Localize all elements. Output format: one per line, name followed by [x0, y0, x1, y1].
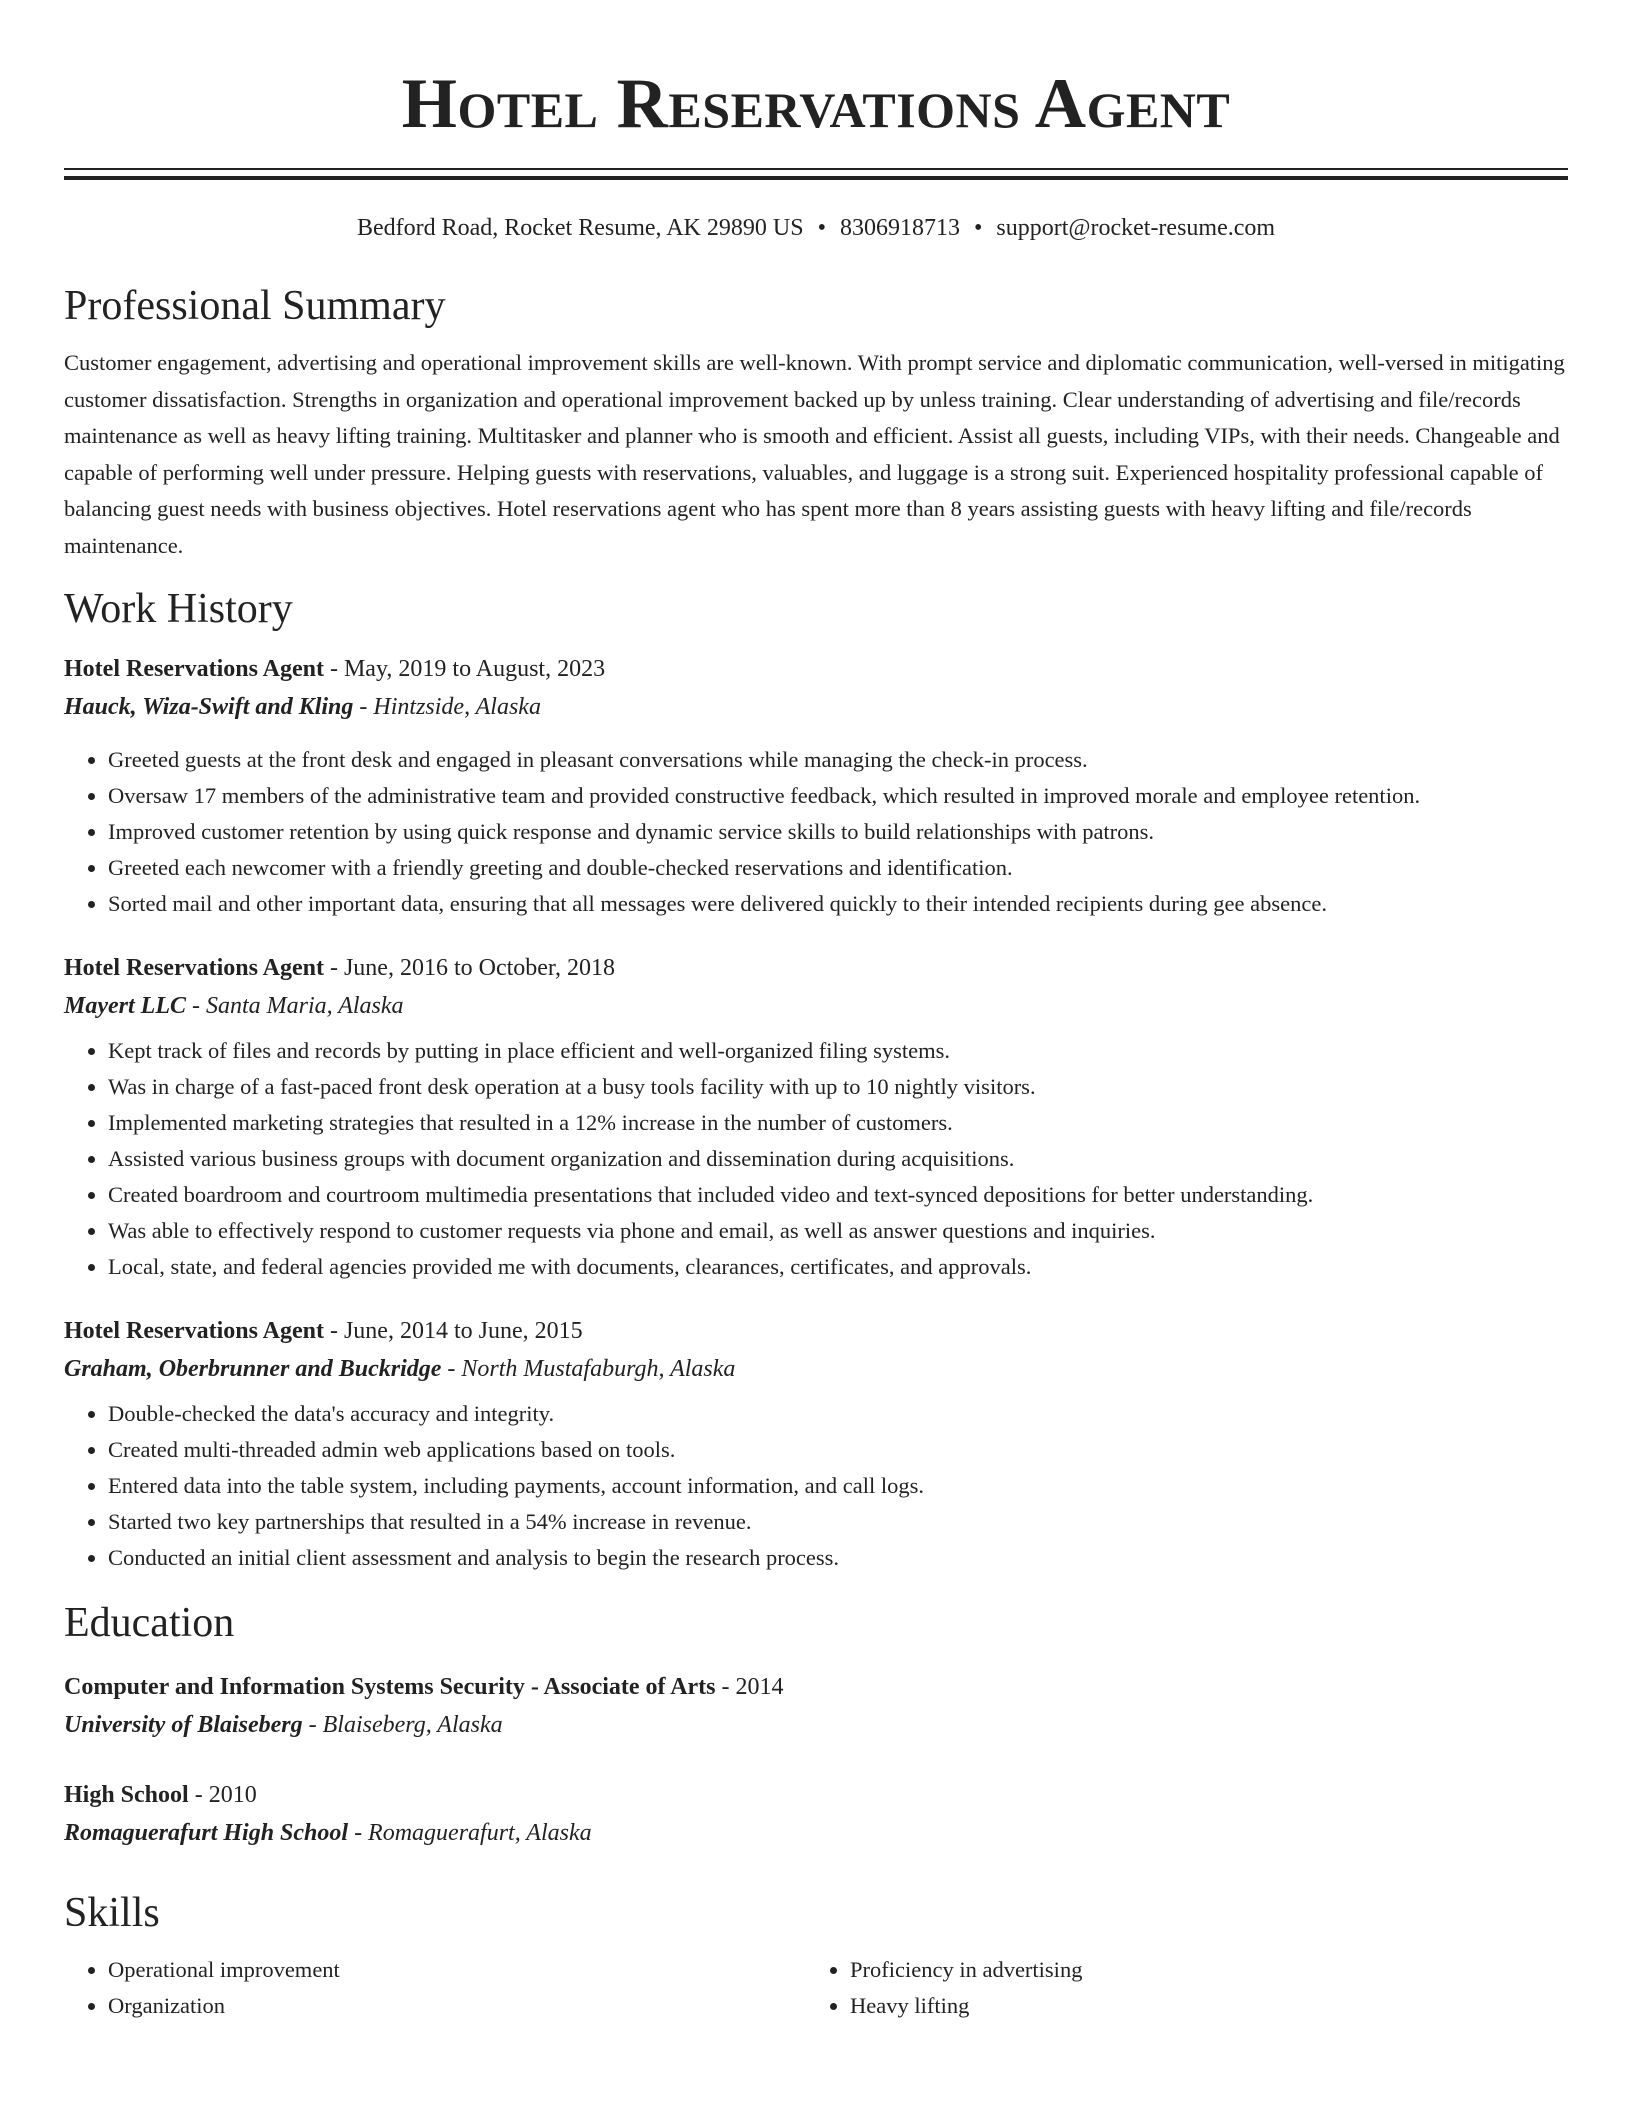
- education-entry: [64, 1672, 1568, 1740]
- education-year: - 2014: [715, 1674, 784, 1700]
- job-bullet: • Greeted guests at the front desk and engaged in pleasant conversations while managing the check-in process.: [108, 742, 1568, 778]
- job-bullets: [64, 742, 1568, 922]
- skills-heading: Skills: [64, 1890, 160, 1936]
- job-location: - Hintzside, Alaska: [353, 694, 541, 720]
- job-bullet: • Oversaw 17 members of the administrative team and provided constructive feedback, which resulted in improved morale and employee retention.: [108, 778, 1568, 814]
- job-bullet: • Double-checked the data's accuracy and integrity.: [108, 1396, 1568, 1432]
- skills-grid: [64, 1952, 1568, 2024]
- education-location: - Romaguerafurt, Alaska: [348, 1820, 592, 1846]
- job-company: Mayert LLC: [64, 993, 186, 1019]
- skill-item: • Proficiency in advertising: [850, 1952, 1548, 1988]
- job-entry: [64, 654, 1568, 922]
- skills-column-right: [806, 1952, 1548, 2024]
- skill-item: • Organization: [108, 1988, 806, 2024]
- contact-separator: •: [817, 215, 826, 241]
- job-location: - Santa Maria, Alaska: [185, 993, 404, 1019]
- contact-email: support@rocket-resume.com: [996, 215, 1276, 241]
- summary-heading: Professional Summary: [64, 283, 446, 329]
- education-degree-line: [64, 1780, 1568, 1810]
- skills-column-left: [64, 1952, 806, 2024]
- job-company-line: [64, 692, 1568, 722]
- job-bullet: • Implemented marketing strategies that resulted in a 12% increase in the number of customers.: [108, 1105, 1568, 1141]
- job-bullet: • Created boardroom and courtroom multimedia presentations that included video and text-synced depositions for better understanding.: [108, 1177, 1568, 1213]
- job-dates: - June, 2016 to October, 2018: [323, 955, 615, 981]
- contact-separator: •: [973, 215, 983, 241]
- job-title-line: [64, 953, 1568, 983]
- job-location: - North Mustafaburgh, Alaska: [441, 1356, 736, 1382]
- education-year: - 2010: [188, 1782, 257, 1808]
- job-bullet: • Was able to effectively respond to customer requests via phone and email, as well as answer questions and inquiries.: [108, 1213, 1568, 1249]
- job-title: Hotel Reservations Agent: [64, 1318, 324, 1344]
- education-entry: [64, 1780, 1568, 1848]
- job-bullet: • Improved customer retention by using quick response and dynamic service skills to build relationships with patrons.: [108, 814, 1568, 850]
- job-title-line: [64, 654, 1568, 684]
- job-company-line: [64, 991, 1568, 1021]
- resume-title: Hotel Reservations Agent: [401, 65, 1231, 143]
- job-bullet: • Sorted mail and other important data, ensuring that all messages were delivered quickly to their intended recipients during gee absence.: [108, 886, 1568, 922]
- job-bullet: • Local, state, and federal agencies provided me with documents, clearances, certificates, and approvals.: [108, 1249, 1568, 1285]
- job-title: Hotel Reservations Agent: [64, 955, 324, 981]
- contact-address: Bedford Road, Rocket Resume, AK 29890 US: [356, 215, 804, 241]
- contact-phone: 8306918713: [839, 215, 960, 241]
- job-bullet: • Created multi-threaded admin web applications based on tools.: [108, 1432, 1568, 1468]
- job-bullet: • Was in charge of a fast-paced front desk operation at a busy tools facility with up to 10 nightly visitors.: [108, 1069, 1568, 1105]
- job-dates: - June, 2014 to June, 2015: [323, 1318, 583, 1344]
- education-school: University of Blaiseberg: [64, 1712, 303, 1738]
- job-bullet: • Assisted various business groups with document organization and dissemination during acquisitions.: [108, 1141, 1568, 1177]
- title-divider-thin: [64, 168, 1568, 170]
- summary-text: Customer engagement, advertising and operational improvement skills are well-known. With prompt service and diplomatic communication, well-versed in mitigating customer dissatisfaction. Strengths in organization and operational improvement backed up by unless training. Clear understanding of advertising and file/records maintenance as well as heavy lifting training. Multitasker and planner who is smooth and efficient. Assist all guests, including VIPs, with their needs. Changeable and capable of performing well under pressure. Helping guests with reservations, valuables, and luggage is a strong suit. Experienced hospitality professional capable of balancing guest needs with business objectives. Hotel reservations agent who has spent more than 8 years assisting guests with heavy lifting and file/records maintenance.: [64, 350, 1565, 558]
- title-divider-thick: [64, 176, 1568, 180]
- education-school: Romaguerafurt High School: [64, 1820, 349, 1846]
- job-title: Hotel Reservations Agent: [64, 656, 324, 682]
- education-degree-line: [64, 1672, 1568, 1702]
- skill-item: • Heavy lifting: [850, 1988, 1548, 2024]
- job-entry: [64, 1316, 1568, 1576]
- job-bullet: • Started two key partnerships that resulted in a 54% increase in revenue.: [108, 1504, 1568, 1540]
- education-heading: Education: [64, 1600, 235, 1646]
- job-bullet: • Greeted each newcomer with a friendly greeting and double-checked reservations and identification.: [108, 850, 1568, 886]
- job-bullet: • Entered data into the table system, including payments, account information, and call logs.: [108, 1468, 1568, 1504]
- education-school-line: [64, 1818, 1568, 1848]
- job-dates: - May, 2019 to August, 2023: [323, 656, 606, 682]
- skills-list-left: [64, 1952, 806, 2024]
- skill-item: • Operational improvement: [108, 1952, 806, 1988]
- education-degree: High School: [64, 1782, 189, 1808]
- job-bullet: • Kept track of files and records by putting in place efficient and well-organized filing systems.: [108, 1033, 1568, 1069]
- job-bullets: [64, 1396, 1568, 1576]
- job-company-line: [64, 1354, 1568, 1384]
- education-location: - Blaiseberg, Alaska: [302, 1712, 503, 1738]
- education-degree: Computer and Information Systems Security - Associate of Arts: [64, 1674, 716, 1700]
- education-school-line: [64, 1710, 1568, 1740]
- job-entry: [64, 953, 1568, 1285]
- contact-line: [64, 213, 1568, 243]
- skills-list-right: [806, 1952, 1548, 2024]
- resume-page: [64, 0, 1568, 2024]
- work-history-heading: Work History: [64, 586, 293, 632]
- job-company: Hauck, Wiza-Swift and Kling: [64, 694, 354, 720]
- job-bullets: [64, 1033, 1568, 1285]
- job-bullet: • Conducted an initial client assessment and analysis to begin the research process.: [108, 1540, 1568, 1576]
- job-title-line: [64, 1316, 1568, 1346]
- job-company: Graham, Oberbrunner and Buckridge: [64, 1356, 442, 1382]
